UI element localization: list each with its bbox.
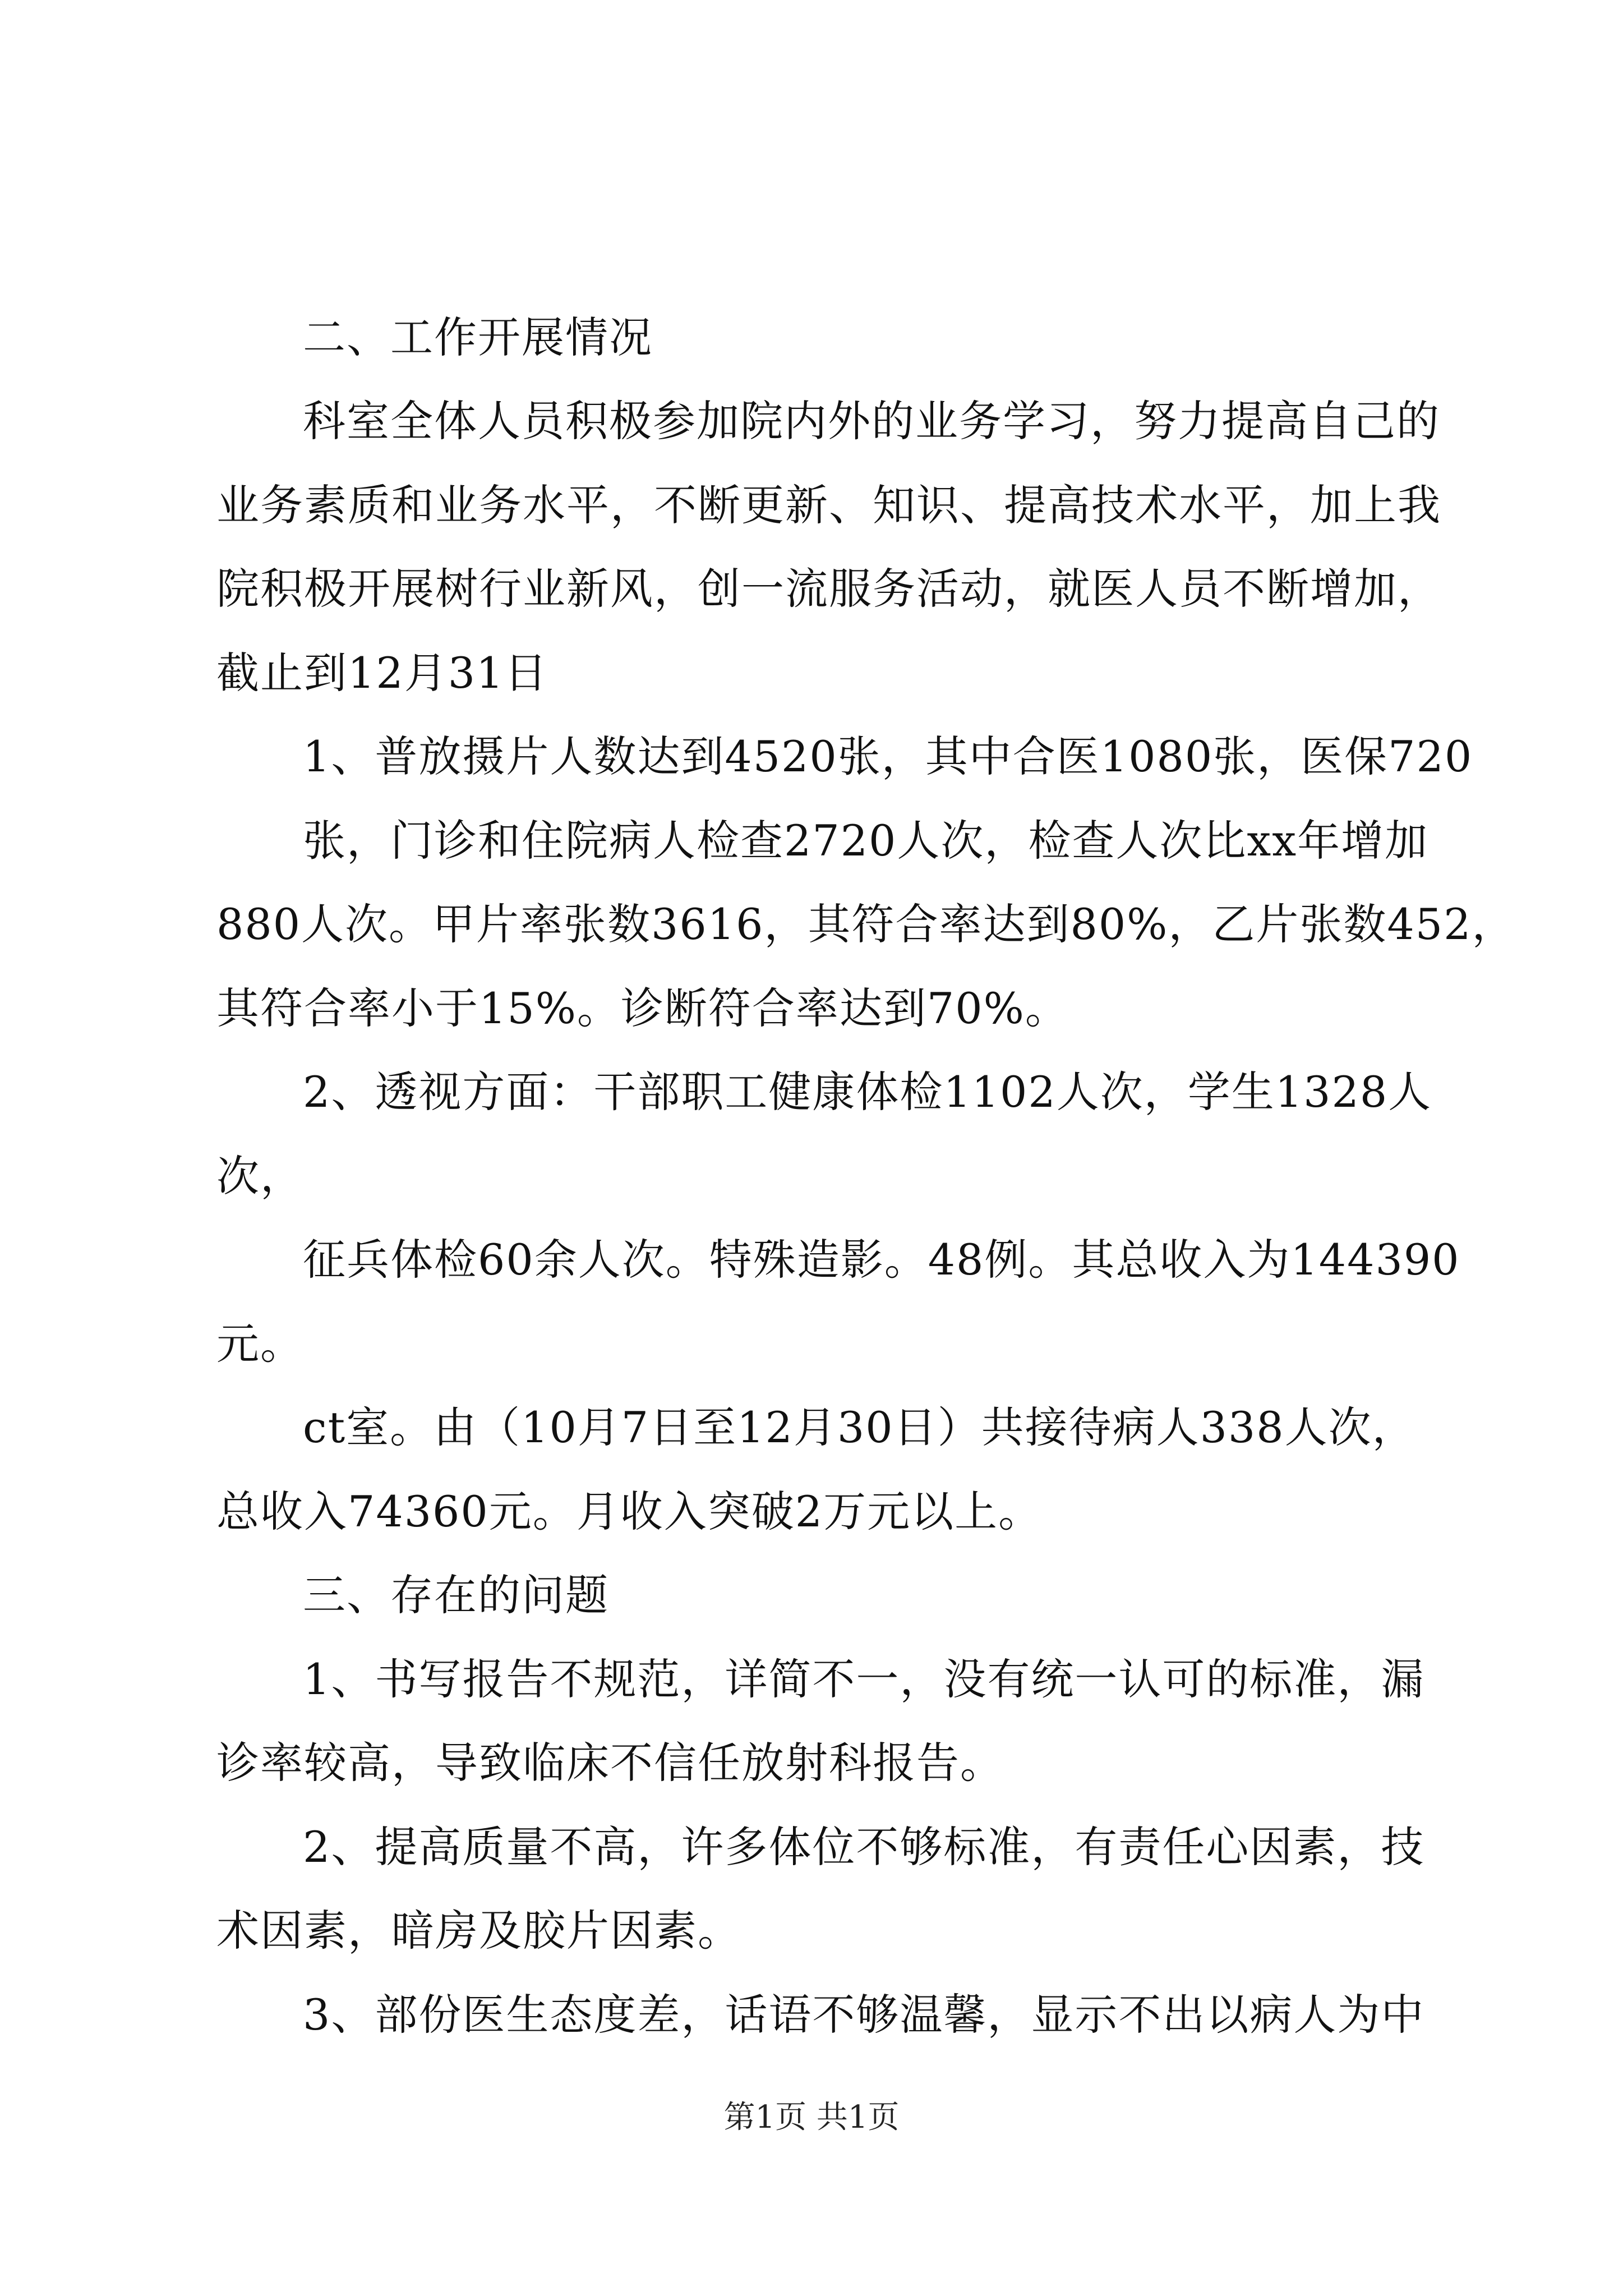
paragraph-line: 880人次。甲片率张数3616，其符合率达到80%，乙片张数452， (216, 899, 1516, 949)
paragraph-line: 其符合率小于15%。诊断符合率达到70%。 (216, 983, 1069, 1033)
paragraph-line: 诊率较高，导致临床不信任放射科报告。 (216, 1738, 1004, 1788)
paragraph-line: 征兵体检60余人次。特殊造影。48例。其总收入为144390 (303, 1235, 1460, 1285)
page-footer: 第1页 共1页 (723, 2099, 900, 2136)
paragraph-line: 术因素，暗房及胶片因素。 (216, 1906, 741, 1955)
paragraph-line: 业务素质和业务水平，不断更新、知识、提高技术水平，加上我 (216, 480, 1441, 530)
section-heading-problems: 三、存在的问题 (303, 1570, 609, 1620)
paragraph-line: 总收入74360元。月收入突破2万元以上。 (216, 1487, 1043, 1536)
paragraph-line: 院积极开展树行业新风，创一流服务活动，就医人员不断增加， (216, 564, 1441, 614)
paragraph-line: 1、普放摄片人数达到4520张，其中合医1080张，医保720 (303, 731, 1473, 781)
paragraph-line: 次， (216, 1151, 304, 1201)
paragraph-line: 张，门诊和住院病人检查2720人次，检查人次比xx年增加 (303, 816, 1429, 866)
paragraph-line: 元。 (216, 1319, 304, 1369)
paragraph-line: 2、透视方面：干部职工健康体检1102人次，学生1328人 (303, 1067, 1432, 1117)
paragraph-line: 1、书写报告不规范，详简不一，没有统一认可的标准，漏 (303, 1654, 1425, 1704)
paragraph-line: 3、部份医生态度差，话语不够温馨，显示不出以病人为中 (303, 1990, 1425, 2040)
section-heading-work: 二、工作开展情况 (303, 312, 653, 362)
paragraph-line: ct室。由（10月7日至12月30日）共接待病人338人次， (303, 1402, 1416, 1452)
paragraph-line: 截止到12月31日 (216, 648, 548, 698)
paragraph-line: 2、提高质量不高，许多体位不够标准，有责任心因素，技 (303, 1822, 1425, 1872)
paragraph-line: 科室全体人员积极参加院内外的业务学习，努力提高自己的 (303, 396, 1440, 446)
